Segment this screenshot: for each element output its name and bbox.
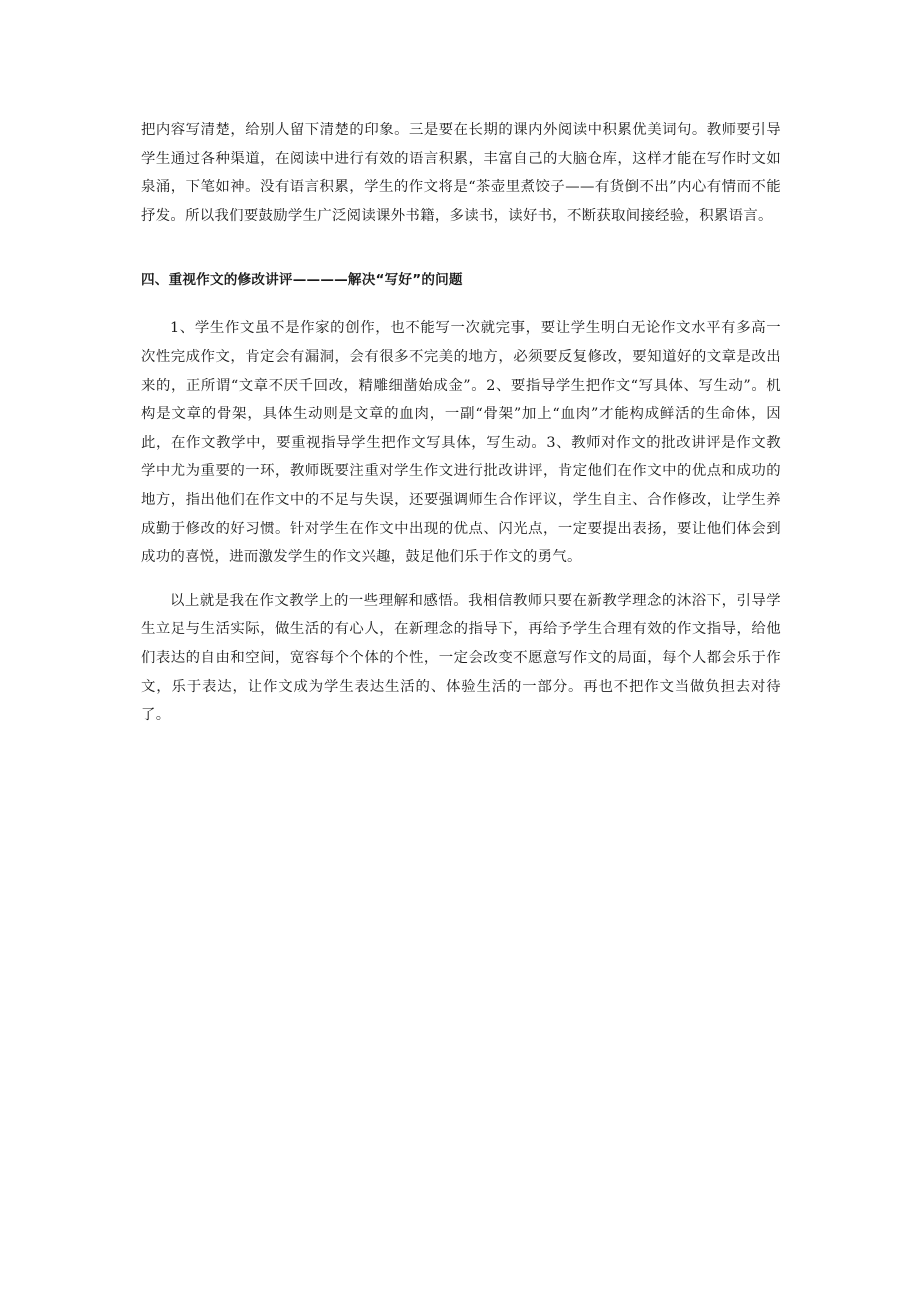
document-page [141, 116, 781, 730]
closing-paragraph: 以上就是我在作文教学上的一些理解和感悟。我相信教师只要在新教学理念的沐浴下，引导学生立足与生活实际，做生活的有心人，在新理念的指导下，再给予学生合理有效的作文指导，给他们表达的自由和空间，宽容每个个体的个性，一定会改变不愿意写作文的局面，每个人都会乐于作文，乐于表达，让作文成为学生表达生活的、体验生活的一部分。再也不把作文当做负担去对待了。 [141, 592, 781, 724]
continuation-paragraph: 把内容写清楚，给别人留下清楚的印象。三是要在长期的课内外阅读中积累优美词句。教师要引导学生通过各种渠道，在阅读中进行有效的语言积累，丰富自己的大脑仓库，这样才能在写作时文如泉涌，下笔如神。没有语言积累，学生的作文将是“茶壶里煮饺子——有货倒不出”内心有情而不能抒发。所以我们要鼓励学生广泛阅读课外书籍，多读书，读好书，不断获取间接经验，积累语言。 [141, 122, 781, 224]
section-four-heading: 四、重视作文的修改讲评————解决“写好”的问题 [141, 272, 463, 289]
section-four-paragraph: 1、学生作文虽不是作家的创作，也不能写一次就完事，要让学生明白无论作文水平有多高一次性完成作文，肯定会有漏洞，会有很多不完美的地方，必须要反复修改，要知道好的文章是改出来的，正所谓“文章不厌千回改，精雕细凿始成金”。2、要指导学生把作文“写具体、写生动”。机构是文章的骨架，具体生动则是文章的血肉，一副“骨架”加上“血肉”才能构成鲜活的生命体，因此，在作文教学中，要重视指导学生把作文写具体，写生动。3、教师对作文的批改讲评是作文教学中尤为重要的一环，教师既要注重对学生作文进行批改讲评，肯定他们在作文中的优点和成功的地方，指出他们在作文中的不足与失误，还要强调师生合作评议，学生自主、合作修改，让学生养成勤于修改的好习惯。针对学生在作文中出现的优点、闪光点，一定要提出表扬，要让他们体会到成功的喜悦，进而激发学生的作文兴趣，鼓足他们乐于作文的勇气。 [141, 320, 781, 566]
